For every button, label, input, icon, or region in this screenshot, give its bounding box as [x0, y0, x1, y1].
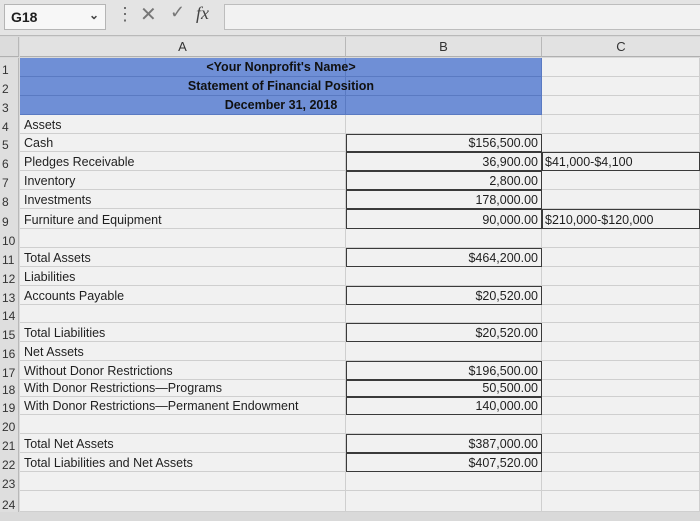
- row-number[interactable]: 15: [0, 323, 19, 342]
- cell-c[interactable]: [542, 453, 700, 472]
- row-number[interactable]: 12: [0, 267, 19, 286]
- table-row: [0, 415, 700, 434]
- column-header-a[interactable]: A: [20, 37, 346, 57]
- table-row: [0, 472, 700, 491]
- table-row: [0, 491, 700, 512]
- row-number[interactable]: 16: [0, 342, 19, 361]
- table-row: [0, 96, 700, 115]
- cell-c[interactable]: [542, 472, 700, 491]
- formula-bar: [0, 0, 700, 36]
- cell-c[interactable]: [542, 248, 700, 267]
- name-box[interactable]: [4, 4, 106, 30]
- cell-a[interactable]: Investments: [20, 190, 346, 209]
- cell-c[interactable]: [542, 267, 700, 286]
- insert-function-icon[interactable]: fx: [196, 3, 209, 23]
- cell-b[interactable]: $156,500.00: [346, 134, 542, 152]
- table-row: [0, 77, 700, 96]
- row-number[interactable]: 22: [0, 453, 19, 472]
- table-row: [0, 286, 700, 305]
- title-line-2: Statement of Financial Position: [187, 79, 375, 93]
- row-number[interactable]: 20: [0, 415, 19, 434]
- row-number[interactable]: 18: [0, 380, 19, 397]
- chevron-down-icon[interactable]: ⌄: [88, 8, 99, 22]
- row-number[interactable]: 5: [0, 134, 19, 152]
- cell-c[interactable]: [542, 286, 700, 305]
- row-number[interactable]: 2: [0, 77, 19, 96]
- cell-a[interactable]: Accounts Payable: [20, 286, 346, 305]
- cell-c[interactable]: [542, 305, 700, 323]
- row-number[interactable]: 1: [0, 58, 19, 77]
- cell-b[interactable]: $387,000.00: [346, 434, 542, 453]
- cell-a[interactable]: Assets: [20, 115, 346, 134]
- row-number[interactable]: 19: [0, 397, 19, 415]
- cell-b[interactable]: [346, 472, 542, 491]
- cell-b[interactable]: 50,500.00: [346, 380, 542, 397]
- cell-c[interactable]: [542, 434, 700, 453]
- cell-b[interactable]: [346, 267, 542, 286]
- cell-a[interactable]: Total Liabilities and Net Assets: [20, 453, 346, 472]
- table-row: [0, 134, 700, 152]
- row-number[interactable]: 8: [0, 190, 19, 209]
- cell-a[interactable]: Inventory: [20, 171, 346, 190]
- cell-a[interactable]: Pledges Receivable: [20, 152, 346, 171]
- cell-c[interactable]: [542, 229, 700, 248]
- cell-a[interactable]: Total Assets: [20, 248, 346, 267]
- cell-b[interactable]: [346, 229, 542, 248]
- column-header-b[interactable]: B: [346, 37, 542, 57]
- cell-c[interactable]: [542, 380, 700, 397]
- row-number[interactable]: 6: [0, 152, 19, 171]
- cell-c[interactable]: [542, 190, 700, 209]
- table-row: [0, 453, 700, 472]
- table-row: [0, 434, 700, 453]
- cell-c[interactable]: [542, 58, 700, 77]
- table-row: [0, 267, 700, 286]
- cell-c[interactable]: [542, 415, 700, 434]
- cell-b[interactable]: [346, 115, 542, 134]
- table-row: [0, 342, 700, 361]
- table-row: [0, 397, 700, 415]
- row-number[interactable]: 3: [0, 96, 19, 115]
- row-number[interactable]: 11: [0, 248, 19, 267]
- row-number[interactable]: 13: [0, 286, 19, 305]
- cell-a[interactable]: With Donor Restrictions—Programs: [20, 380, 346, 397]
- cell-b[interactable]: [346, 415, 542, 434]
- cell-b[interactable]: 2,800.00: [346, 171, 542, 190]
- cell-a[interactable]: Total Net Assets: [20, 434, 346, 453]
- table-row: [0, 58, 700, 77]
- cell-b[interactable]: $20,520.00: [346, 286, 542, 305]
- cell-b[interactable]: $464,200.00: [346, 248, 542, 267]
- cell-a[interactable]: [20, 491, 346, 512]
- row-number[interactable]: 7: [0, 171, 19, 190]
- cell-a[interactable]: Cash: [20, 134, 346, 152]
- cell-c[interactable]: [542, 115, 700, 134]
- cell-c[interactable]: [542, 342, 700, 361]
- cell-b[interactable]: 140,000.00: [346, 397, 542, 415]
- title-line-3: December 31, 2018: [224, 98, 338, 112]
- cell-c[interactable]: [542, 96, 700, 115]
- table-row: [0, 190, 700, 209]
- table-row: [0, 171, 700, 190]
- cell-a[interactable]: Net Assets: [20, 342, 346, 361]
- cell-b[interactable]: 90,000.00: [346, 209, 542, 229]
- title-line-1: <Your Nonprofit's Name>: [206, 60, 356, 74]
- cell-a[interactable]: Furniture and Equipment: [20, 209, 346, 229]
- row-number[interactable]: 23: [0, 472, 19, 491]
- table-row: [0, 209, 700, 229]
- table-row: [0, 115, 700, 134]
- row-number[interactable]: 24: [0, 491, 19, 512]
- cell-c[interactable]: [542, 361, 700, 380]
- table-row: [0, 380, 700, 397]
- more-options-icon[interactable]: ⋮: [116, 4, 134, 24]
- cell-b[interactable]: $196,500.00: [346, 361, 542, 380]
- row-number[interactable]: 21: [0, 434, 19, 453]
- row-number[interactable]: 4: [0, 115, 19, 134]
- cancel-icon[interactable]: ✕: [140, 4, 157, 26]
- cell-a[interactable]: With Donor Restrictions—Permanent Endowment: [20, 397, 346, 415]
- table-row: [0, 361, 700, 380]
- cell-a[interactable]: [20, 472, 346, 491]
- cell-a[interactable]: [20, 305, 346, 323]
- table-row: [0, 323, 700, 342]
- cell-b[interactable]: [346, 305, 542, 323]
- select-all-corner[interactable]: [0, 37, 19, 57]
- cell-a[interactable]: Total Liabilities: [20, 323, 346, 342]
- row-number[interactable]: 17: [0, 361, 19, 380]
- cell-a[interactable]: [20, 229, 346, 248]
- row-number[interactable]: 14: [0, 305, 19, 323]
- table-row: [0, 152, 700, 171]
- cell-c[interactable]: [542, 134, 700, 152]
- cell-b[interactable]: $20,520.00: [346, 323, 542, 342]
- cell-c[interactable]: $41,000-$4,100: [542, 152, 700, 171]
- table-row: [0, 229, 700, 248]
- enter-check-icon[interactable]: ✓: [170, 2, 186, 22]
- cell-b[interactable]: [346, 342, 542, 361]
- row-number[interactable]: 9: [0, 209, 19, 229]
- cell-a[interactable]: Liabilities: [20, 267, 346, 286]
- cell-c[interactable]: [542, 323, 700, 342]
- cell-a[interactable]: [20, 415, 346, 434]
- row-number[interactable]: 10: [0, 229, 19, 248]
- cell-a[interactable]: Without Donor Restrictions: [20, 361, 346, 380]
- cell-c[interactable]: [542, 171, 700, 190]
- cell-b[interactable]: 36,900.00: [346, 152, 542, 171]
- cell-c[interactable]: [542, 397, 700, 415]
- column-header-c[interactable]: C: [542, 37, 700, 57]
- cell-c[interactable]: [542, 77, 700, 96]
- table-row: [0, 248, 700, 267]
- cell-c[interactable]: $210,000-$120,000: [542, 209, 700, 229]
- cell-c[interactable]: [542, 491, 700, 512]
- formula-input[interactable]: [224, 4, 700, 30]
- name-box-value: G18: [11, 9, 38, 25]
- cell-b[interactable]: [346, 491, 542, 512]
- cell-b[interactable]: 178,000.00: [346, 190, 542, 209]
- table-row: [0, 305, 700, 323]
- cell-b[interactable]: $407,520.00: [346, 453, 542, 472]
